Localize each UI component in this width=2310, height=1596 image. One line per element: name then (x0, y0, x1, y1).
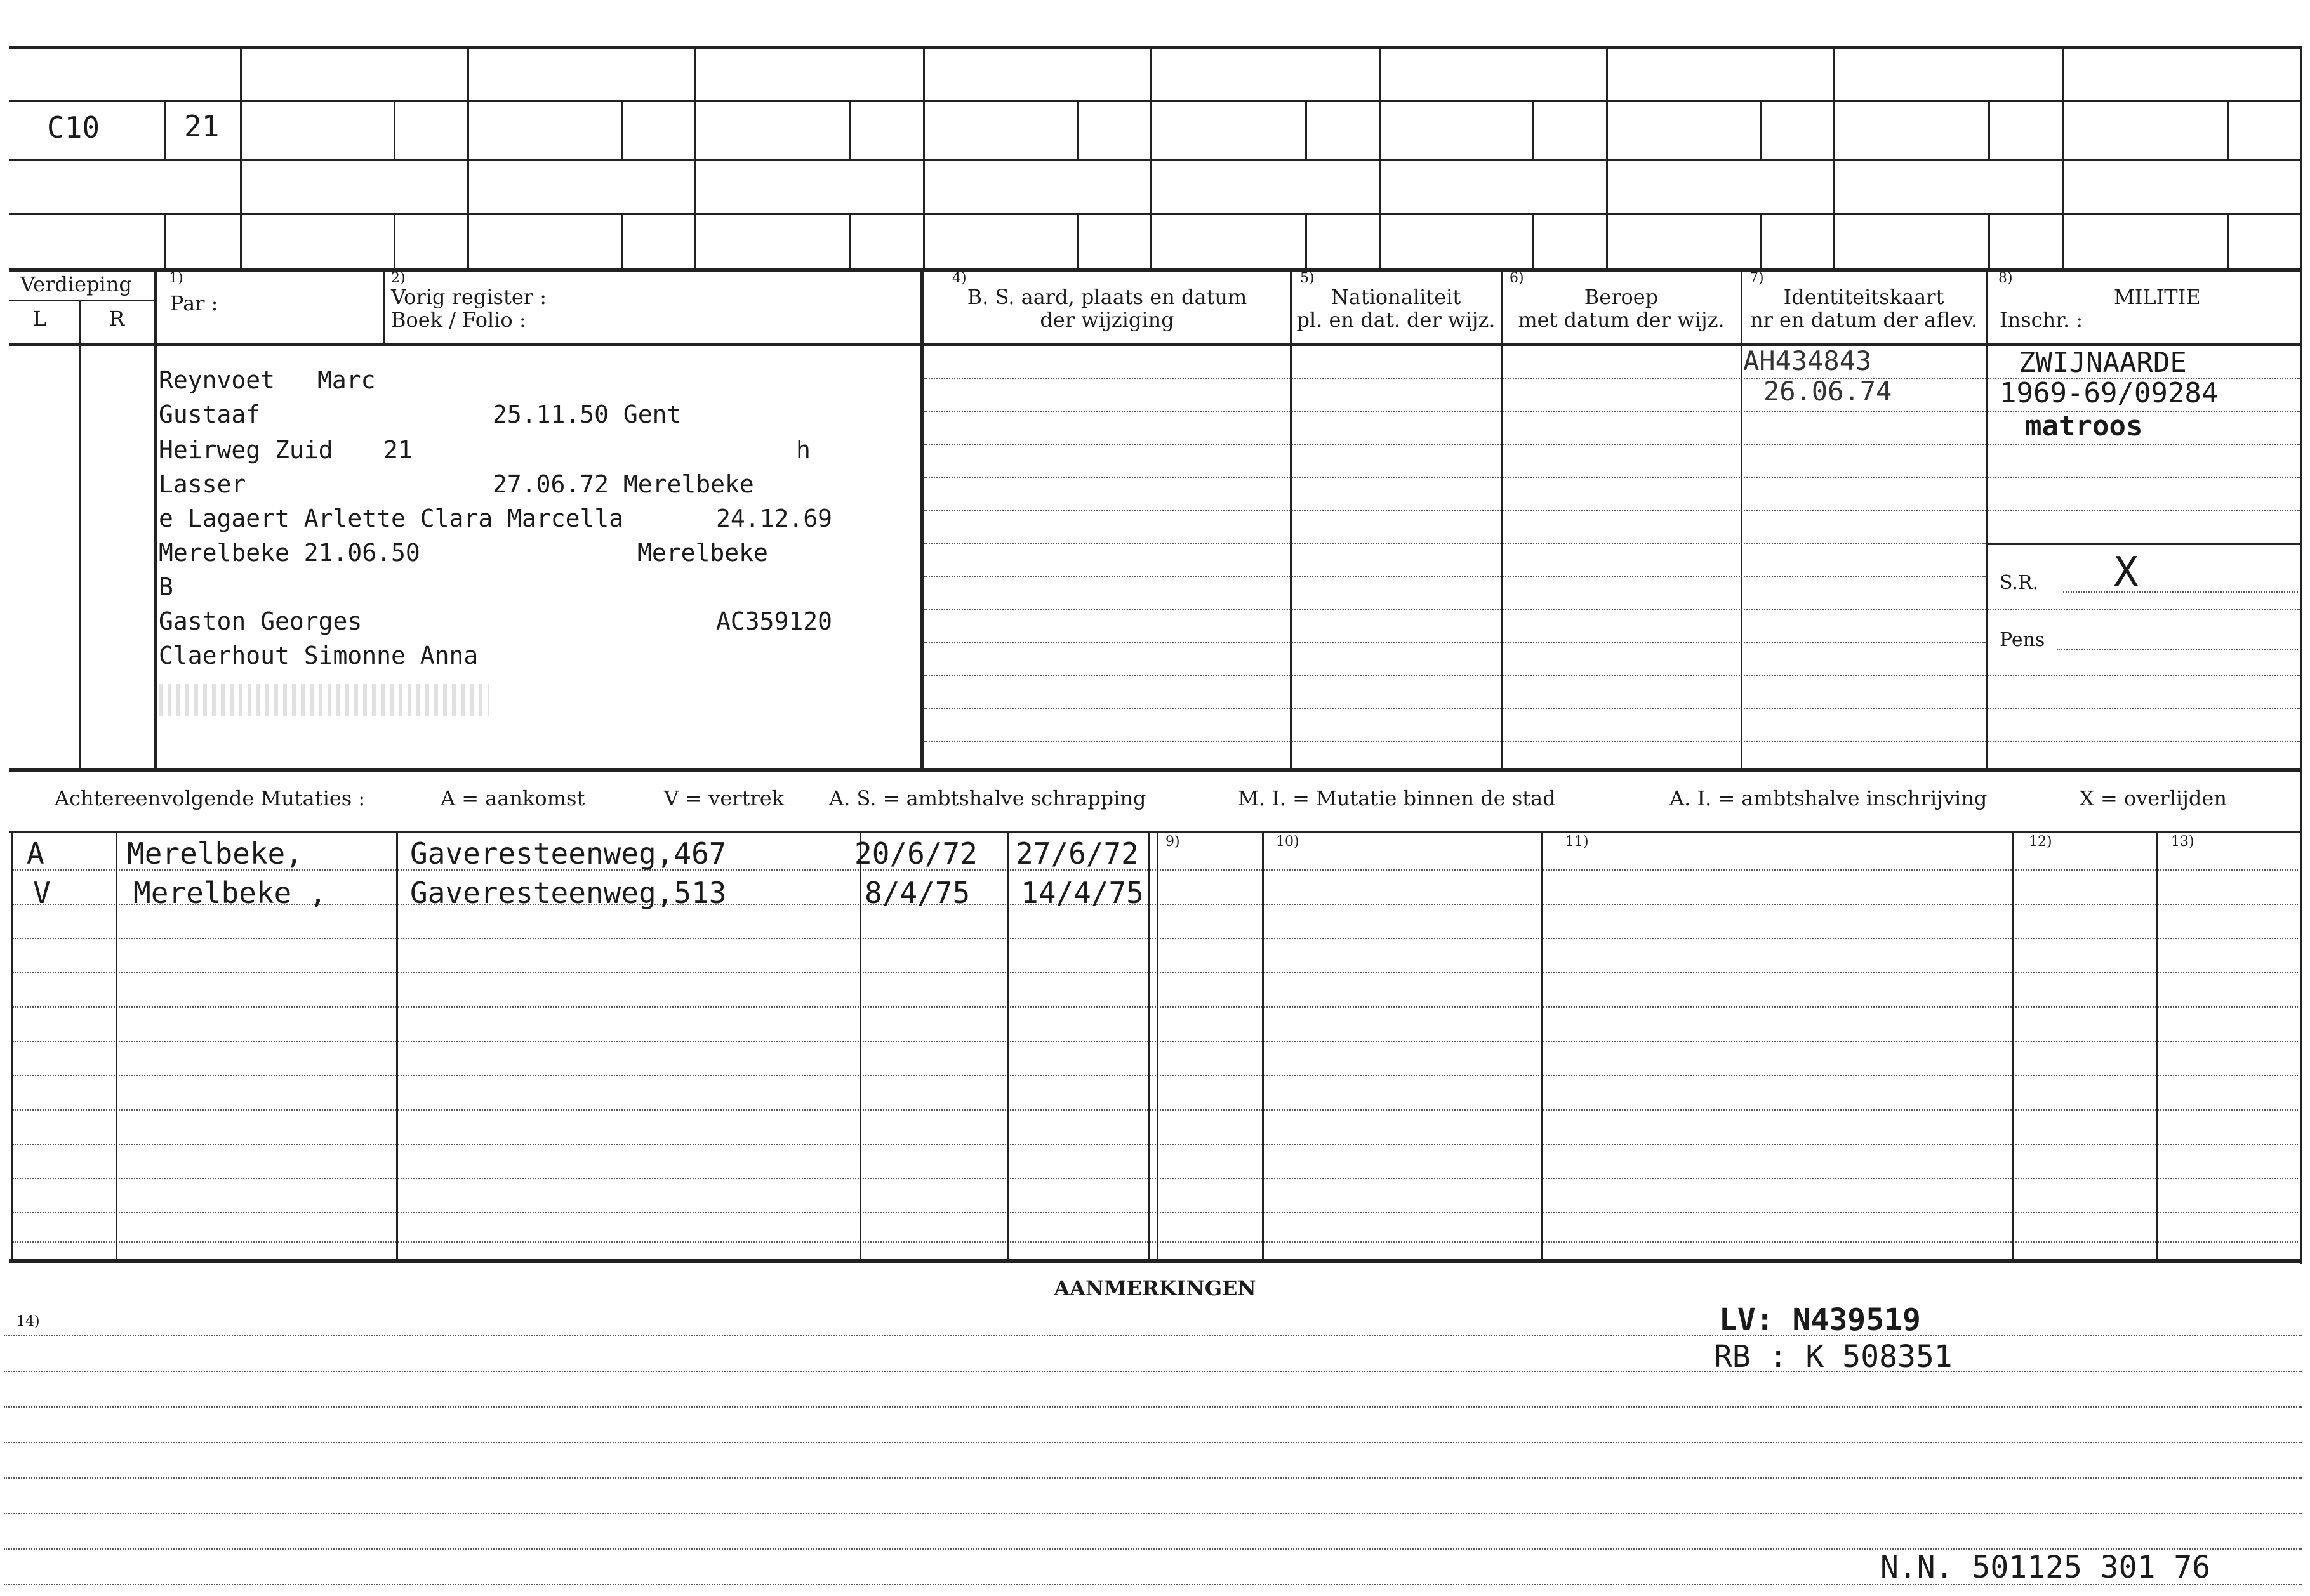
header-col6-line2: met datum der wijz. (1518, 308, 1725, 332)
mutation-date2: 27/6/72 (1016, 836, 1139, 871)
header-col8-num: 8) (1998, 270, 2013, 286)
grid-line (9, 831, 2300, 833)
dotted-rule (4, 1442, 2302, 1443)
dotted-rule (13, 972, 2298, 973)
header-col6-num: 6) (1510, 270, 1524, 286)
header-verdieping: Verdieping (20, 272, 132, 296)
person-house-number: 21 (383, 436, 413, 464)
grid-divider (2227, 100, 2229, 159)
grid-line (9, 213, 2300, 215)
person-marriage: 27.06.72 Merelbeke (493, 470, 754, 498)
remarks-lv: LV: N439519 (1719, 1302, 1921, 1338)
person-address: Heirweg Zuid (159, 436, 333, 464)
dotted-rule (924, 609, 2300, 610)
dotted-rule (13, 904, 2298, 905)
grid-divider (849, 213, 851, 268)
dotted-rule (13, 1212, 2298, 1213)
header-col4-line1: B. S. aard, plaats en datum (967, 285, 1247, 309)
dotted-rule (13, 1075, 2298, 1076)
id-card-number: AH434843 (1743, 345, 1872, 376)
grid-divider (849, 100, 851, 159)
dotted-rule (4, 1513, 2302, 1514)
person-card-number: AC359120 (716, 607, 833, 635)
header-l: L (33, 307, 47, 331)
grid-divider (1007, 831, 1009, 1259)
mutation-code: V (33, 876, 51, 910)
header-r: R (109, 307, 125, 331)
dotted-rule (13, 1241, 2298, 1243)
header-col4-num: 4) (952, 270, 967, 286)
grid-line (9, 300, 156, 301)
mut-col13-num: 13) (2171, 834, 2194, 850)
header-col1-num: 1) (169, 270, 183, 286)
grid-divider (923, 46, 925, 270)
dotted-rule (924, 708, 2300, 709)
grid-divider (1606, 46, 1608, 270)
grid-divider (164, 213, 166, 268)
legend-v: V = vertrek (664, 786, 785, 810)
grid-divider (394, 100, 395, 159)
person-spouse: e Lagaert Arlette Clara Marcella (159, 505, 624, 532)
militie-place: ZWIJNAARDE (2019, 346, 2187, 379)
grid-divider (1150, 46, 1152, 270)
top-border (9, 46, 2300, 49)
mutation-date1: 8/4/75 (865, 876, 971, 910)
grid-divider (467, 46, 469, 270)
grid-divider (1986, 268, 1988, 768)
legend-x: X = overlijden (2080, 786, 2227, 810)
grid-divider (1988, 213, 1990, 268)
grid-divider (383, 268, 385, 343)
person-spouse-birth: Merelbeke 21.06.50 (159, 539, 420, 567)
grid-divider (1290, 268, 1292, 768)
grid-divider (621, 213, 623, 268)
dotted-rule (4, 1477, 2302, 1479)
grid-divider (1262, 831, 1264, 1259)
dotted-rule (4, 1406, 2302, 1408)
id-card-date: 26.06.74 (1763, 376, 1892, 407)
legend-title: Achtereenvolgende Mutaties : (55, 786, 366, 810)
header-col2-line2: Boek / Folio : (391, 308, 526, 332)
grid-divider (240, 46, 242, 270)
remarks-title: AANMERKINGEN (1054, 1276, 1256, 1300)
mutation-date1: 20/6/72 (854, 836, 978, 871)
militie-sr-mark: X (2114, 549, 2139, 596)
header-col1: Par : (170, 291, 218, 315)
header-col7-line2: nr en datum der aflev. (1749, 308, 1978, 332)
person-nationality: B (159, 573, 173, 601)
grid-divider (154, 268, 157, 768)
grid-divider (396, 831, 398, 1259)
dotted-rule (13, 1178, 2298, 1179)
header-col7-line1: Identiteitskaart (1783, 285, 1944, 309)
grid-divider (1379, 46, 1381, 270)
mutation-place: Merelbeke , (133, 876, 327, 910)
person-occupation: Lasser (159, 470, 246, 498)
mutation-street: Gaveresteenweg,467 (410, 836, 727, 871)
mutation-street: Gaveresteenweg,513 (410, 876, 727, 910)
grid-divider (11, 831, 13, 1259)
header-col2-num: 2) (391, 270, 406, 286)
grid-divider (1760, 100, 1762, 159)
dotted-rule (13, 1006, 2298, 1008)
header-col8-inschr: Inschr. : (2000, 308, 2083, 332)
dotted-rule (13, 869, 2298, 871)
dotted-rule (13, 1041, 2298, 1042)
header-col7-num: 7) (1749, 270, 1764, 286)
dotted-rule (13, 1144, 2298, 1145)
militie-rank: matroos (2025, 410, 2143, 442)
person-birth: 25.11.50 Gent (493, 400, 682, 428)
militie-pens-label: Pens (2000, 629, 2045, 651)
dotted-rule (4, 1371, 2302, 1372)
header-col5-num: 5) (1300, 270, 1315, 286)
dotted-rule (924, 675, 2300, 676)
grid-divider (394, 213, 395, 268)
grid-divider (164, 100, 166, 159)
grid-divider (2227, 213, 2229, 268)
grid-divider (2156, 831, 2158, 1259)
mutation-code: A (27, 836, 44, 871)
grid-divider (2062, 46, 2064, 270)
grid-divider (1148, 831, 1150, 1259)
remarks-nn: N.N. 501125 301 76 (1880, 1550, 2211, 1585)
grid-divider (860, 831, 861, 1259)
grid-divider (1541, 831, 1543, 1259)
grid-divider (1988, 100, 1990, 159)
grid-divider (116, 831, 117, 1259)
person-surname: Reynvoet (159, 366, 275, 394)
grid-divider (1833, 46, 1835, 270)
dotted-rule (924, 444, 2300, 445)
header-col4-line2: der wijziging (1040, 308, 1174, 332)
grid-divider (1532, 100, 1534, 159)
grid-divider (1157, 831, 1158, 1259)
grid-divider (621, 100, 623, 159)
mut-col10-num: 10) (1276, 834, 1299, 850)
grid-divider (2012, 831, 2014, 1259)
grid-divider (920, 268, 924, 768)
militie-number: 1969-69/09284 (2000, 377, 2219, 409)
grid-line (1986, 543, 2300, 545)
remarks-num: 14) (17, 1314, 40, 1329)
grid-divider (1077, 100, 1079, 159)
legend-mi: M. I. = Mutatie binnen de stad (1238, 786, 1556, 810)
dotted-rule (924, 576, 1986, 577)
mutation-date2: 14/4/75 (1021, 876, 1144, 910)
dotted-rule (13, 1109, 2298, 1111)
mut-col9-num: 9) (1165, 834, 1180, 850)
grid-divider (1760, 213, 1762, 268)
grid-divider (79, 300, 81, 768)
grid-line (9, 159, 2300, 161)
legend-as: A. S. = ambtshalve schrapping (829, 786, 1146, 810)
header-col2-line1: Vorig register : (391, 285, 547, 309)
dotted-rule (924, 543, 1986, 544)
dotted-rule (924, 741, 2300, 742)
header-bottom-line (9, 343, 2300, 346)
dotted-rule (2057, 649, 2298, 650)
dotted-rule (13, 938, 2298, 939)
person-mother: Claerhout Simonne Anna (159, 642, 479, 669)
body-bottom-line (9, 768, 2300, 772)
person-father: Gaston Georges (159, 607, 362, 635)
person-firstname: Marc (317, 366, 376, 394)
grid-divider (1532, 213, 1534, 268)
top-code: C10 (47, 110, 100, 145)
header-col5-line2: pl. en dat. der wijz. (1296, 308, 1496, 332)
remarks-rb: RB : K 508351 (1714, 1339, 1953, 1375)
mutations-bottom-line (9, 1259, 2300, 1263)
person-h: h (796, 436, 811, 464)
dotted-rule (4, 1335, 2302, 1336)
dotted-rule (924, 642, 1986, 643)
person-middlename: Gustaaf (159, 400, 261, 428)
mut-col12-num: 12) (2029, 834, 2052, 850)
right-border (2300, 46, 2302, 1264)
grid-divider (1741, 268, 1742, 768)
grid-divider (1077, 213, 1079, 268)
legend-a: A = aankomst (441, 786, 585, 810)
grid-line (9, 268, 2300, 272)
faded-text-smudge (159, 684, 489, 716)
dotted-rule (924, 510, 2300, 511)
grid-line (9, 100, 2300, 102)
grid-divider (1305, 213, 1307, 268)
header-col5-line1: Nationaliteit (1331, 285, 1461, 309)
militie-sr-label: S.R. (2000, 572, 2039, 594)
person-spouse-date: 24.12.69 (716, 505, 833, 532)
mut-col11-num: 11) (1565, 834, 1589, 850)
grid-divider (1501, 268, 1503, 768)
grid-divider (1305, 100, 1307, 159)
top-number: 21 (184, 109, 220, 143)
legend-ai: A. I. = ambtshalve inschrijving (1669, 786, 1988, 810)
header-col6-line1: Beroep (1584, 285, 1659, 309)
person-spouse-place: Merelbeke (637, 539, 768, 567)
dotted-rule (924, 477, 2300, 478)
mutation-place: Merelbeke, (127, 836, 303, 871)
grid-divider (694, 46, 696, 270)
dotted-rule (2063, 591, 2298, 593)
header-col8-title: MILITIE (2114, 285, 2201, 309)
